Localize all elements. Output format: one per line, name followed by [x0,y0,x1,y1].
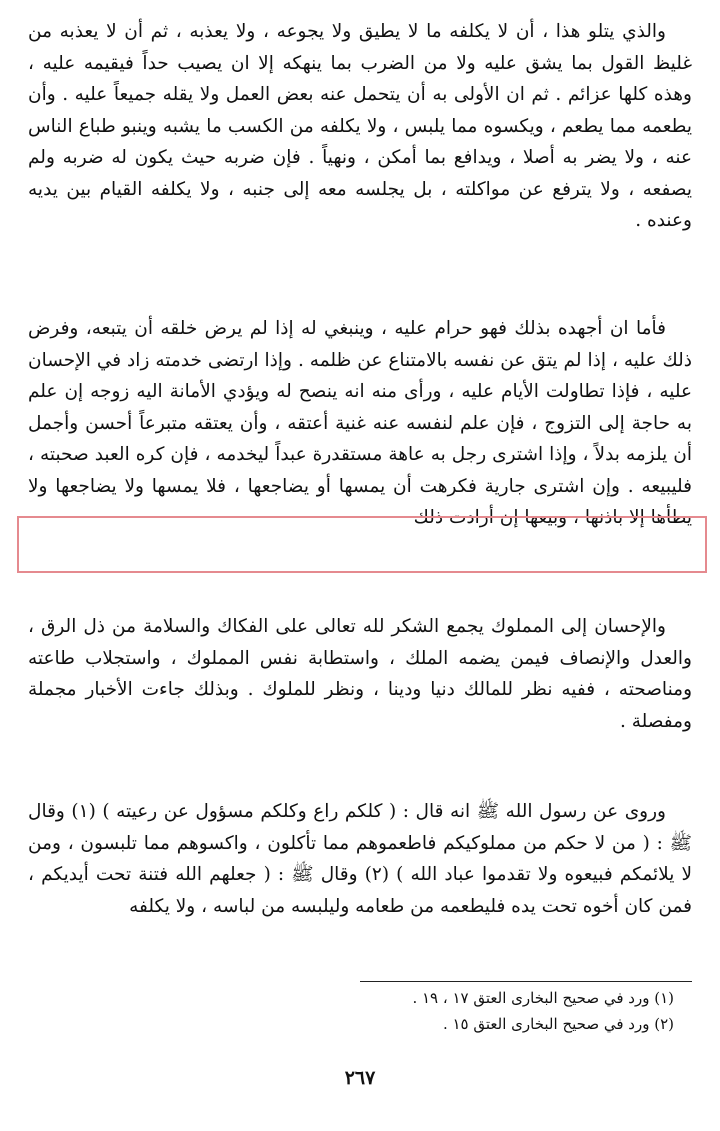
footnote-2: (٢) ورد في صحيح البخارى العتق ١٥ . [442,1015,674,1033]
page-number: ٢٦٧ [344,1067,376,1089]
paragraph-1-text: والذي يتلو هذا ، أن لا يكلفه ما لا يطيق ولا يجوعه ، ولا يعذبه ، ثم أن لا يعذبه من غليظ القول بما يشق عليه ولا من الضرب بما ينهكه إلا ان يصيب حداً فيقيمه عليه ، وهذه كلها عزائم . ثم ان الأولى به أن يتحمل عنه بعض العمل ولا يقله جميعاً عليه . وأن يطعمه مما يطعم ، ويكسوه مما يلبس ، ولا يكلفه من الكسب ما يشبه وينبو طباع الناس عنه ، ولا يضر به أصلا ، ويدافع بما أمكن ، ونهياً . فإن ضربه حيث يكون له ضربه ولم يصفعه ، ولا يترفع عن مواكلته ، بل يجلسه معه إلى جنبه ، ولا يكلفه القيام بين يديه وعنده . [28,21,692,231]
paragraph-2-text: فأما ان أجهده بذلك فهو حرام عليه ، وينبغي له إذا لم يرض خلقه أن يتبعه، وفرض ذلك عليه ، إذا لم يتق عن نفسه بالامتناع عن ظلمه . وإذا ارتضى خدمته زاد في الإحسان عليه ، فإذا تطاولت الأيام عليه ، ورأى منه انه ينصح له ويؤدي الأمانة اليه زوجه إن علم به حاجة إلى التزوج ، فإن علم لنفسه عنه غنية أعتقه ، وأن يعتقه متبرعاً أحسن وأجمل أن يلزمه بدلاً ، وإذا اشترى رجل به عاهة مستقدرة عبداً ليخدمه ، فإن كره العبد صحبته ، فليبيعه . وإن اشترى جارية فكرهت أن يمسها أو يضاجعها ، فلا يمسها ولا يضاجعها ولا يطأها إلا باذنها ، وبيعها إن أرادت ذلك [28,318,692,528]
footnote-divider [360,981,692,982]
paragraph-3-text: والإحسان إلى المملوك يجمع الشكر لله تعالى على الفكاك والسلامة من ذل الرق ، والعدل والإنصاف فيمن يضمه الملك ، واستطابة نفس المملوك ، واستجلاب طاعته ومناصحته ، ففيه نظر للمالك دنيا ودينا ، ونظر للملوك . وبذلك جاءت الأخبار مجملة ومفصلة . [28,616,692,732]
paragraph-3 [28,611,692,737]
paragraph-4-text: وروى عن رسول الله ﷺ انه قال : ( كلكم راع وكلكم مسؤول عن رعيته ) (١) وقال ﷺ : ( من لا حكم من مملوكيكم فاطعموهم مما تأكلون ، واكسوهم مما تلبسون ، ومن لا يلائمكم فبيعوه ولا تقدموا عباد الله ) (٢) وقال ﷺ : ( جعلهم الله فتنة تحت أيديكم ، فمن كان أخوه تحت يده فليطعمه من طعامه وليلبسه من لباسه ، ولا يكلفه [28,801,693,917]
footnote-1: (١) ورد في صحيح البخارى العتق ١٧ ، ١٩ . [412,989,674,1007]
paragraph-2 [28,313,692,534]
paragraph-4 [28,796,692,922]
paragraph-1 [28,16,692,237]
footnotes [28,985,692,1037]
